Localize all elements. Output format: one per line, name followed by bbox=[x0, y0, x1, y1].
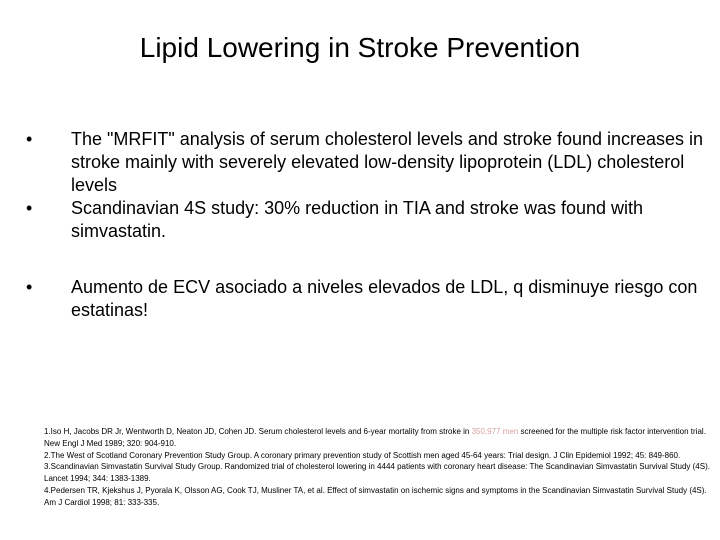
reference-text: screened for the multiple risk factor intervention trial. New Engl J Med 1989; 320: 904-910. bbox=[44, 427, 706, 448]
reference-text: 1.Iso H, Jacobs DR Jr, Wentworth D, Neaton JD, Cohen JD. Serum cholesterol levels and 6-year mortality from stroke in bbox=[44, 427, 472, 436]
bullet-text: Scandinavian 4S study: 30% reduction in TIA and stroke was found with simvastatin. bbox=[71, 198, 644, 241]
reference-item bbox=[44, 426, 716, 450]
bullet-item bbox=[26, 128, 706, 197]
bullet-icon: • bbox=[26, 198, 33, 218]
reference-item: 3.Scandinavian Simvastatin Survival Study Group. Randomized trial of cholesterol lowering in 4444 patients with coronary heart disease: The Scandinavian Simvastatin Survival Study (4S). Lancet 1994; 344: 1383-1389. bbox=[44, 462, 710, 484]
reference-highlight: 350,977 men bbox=[471, 427, 519, 436]
bullet-icon: • bbox=[26, 277, 33, 297]
bullet-icon: • bbox=[26, 129, 33, 149]
slide-title: Lipid Lowering in Stroke Prevention bbox=[139, 32, 581, 63]
bullet-text: Aumento de ECV asociado a niveles elevados de LDL, q disminuye riesgo con estatinas! bbox=[71, 277, 698, 320]
bullet-spacer bbox=[26, 243, 706, 276]
reference-item: 4.Pedersen TR, Kjekshus J, Pyorala K, Olsson AG, Cook TJ, Musliner TA, et al. Effect of simvastatin on ischemic signs and symptoms in the Scandinavian Simvastatin Survival Study (4S). Am J Cardiol 1998; 81: 333-335. bbox=[44, 485, 707, 507]
bullet-item bbox=[26, 276, 706, 322]
bullet-item bbox=[26, 197, 706, 243]
reference-item: 2.The West of Scotland Coronary Prevention Study Group. A coronary primary prevention study of Scottish men aged 45-64 years: Trial design. J Clin Epidemiol 1992; 45: 849-860. bbox=[44, 450, 681, 460]
references bbox=[44, 426, 716, 509]
bullet-text: The "MRFIT" analysis of serum cholesterol levels and stroke found increases in stroke mainly with severely elevated low-density lipoprotein (LDL) cholesterol levels bbox=[71, 129, 704, 195]
bullet-list bbox=[26, 128, 706, 322]
